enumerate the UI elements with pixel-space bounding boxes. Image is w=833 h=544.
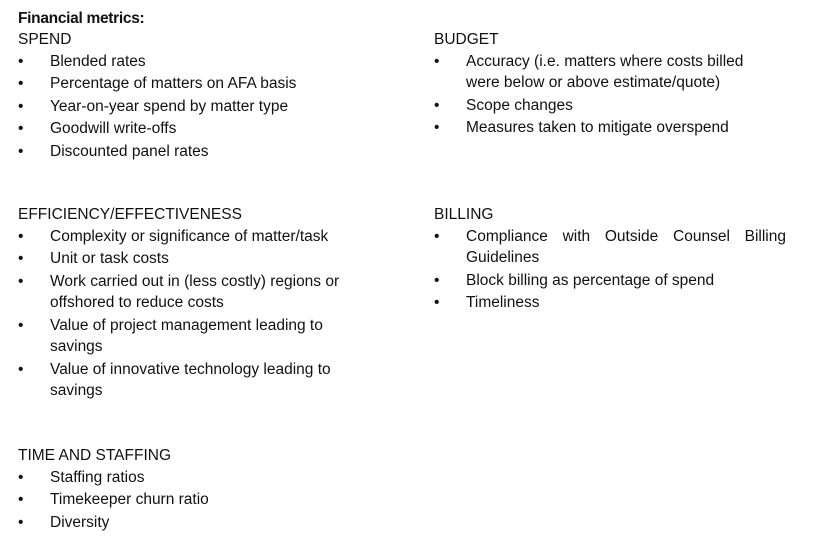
bullet-icon: • xyxy=(434,271,440,289)
list-item xyxy=(18,512,378,534)
list-item xyxy=(434,292,786,314)
section-title-efficiency: EFFICIENCY/EFFECTIVENESS xyxy=(18,206,242,223)
bullet-icon: • xyxy=(18,142,24,160)
list-item xyxy=(18,141,378,163)
section-spend xyxy=(18,29,378,163)
list-item xyxy=(18,359,363,402)
list-efficiency xyxy=(18,226,363,402)
list-item-text: Scope changes xyxy=(466,96,573,114)
list-item-text: Compliance with Outside Counsel Billing Guidelines xyxy=(466,227,786,266)
list-item xyxy=(18,271,363,314)
list-billing xyxy=(434,226,786,314)
section-billing xyxy=(434,204,786,315)
bullet-icon: • xyxy=(18,52,24,70)
list-item xyxy=(18,51,378,73)
list-item xyxy=(434,117,764,139)
section-time-staffing xyxy=(18,445,378,534)
bullet-icon: • xyxy=(18,468,24,486)
list-budget xyxy=(434,51,764,139)
section-title-billing: BILLING xyxy=(434,206,494,223)
bullet-icon: • xyxy=(18,272,24,290)
bullet-icon: • xyxy=(18,120,24,137)
bullet-icon: • xyxy=(18,227,24,245)
bullet-icon: • xyxy=(18,316,24,334)
bullet-icon: • xyxy=(18,360,24,378)
list-item-text: Unit or task costs xyxy=(50,250,169,267)
list-item-text: Work carried out in (less costly) regions or offshored to reduce costs xyxy=(50,272,340,311)
list-item-text: Diversity xyxy=(50,513,110,531)
bullet-icon: • xyxy=(18,250,24,267)
list-item-text: Accuracy (i.e. matters where costs billed were below or above estimate/quote) xyxy=(466,52,744,91)
bullet-icon: • xyxy=(18,491,24,508)
list-item-text: Value of innovative technology leading to savings xyxy=(50,360,331,399)
list-item-text: Timeliness xyxy=(466,294,540,311)
bullet-icon: • xyxy=(434,119,440,136)
list-item-text: Staffing ratios xyxy=(50,468,145,486)
list-item-text: Year-on-year spend by matter type xyxy=(50,97,289,115)
list-item-text: Value of project management leading to savings xyxy=(50,316,323,355)
list-item-text: Blended rates xyxy=(50,52,146,70)
list-item xyxy=(434,226,786,269)
section-budget xyxy=(434,29,764,140)
list-item xyxy=(18,226,363,248)
list-item-text: Percentage of matters on AFA basis xyxy=(50,75,297,92)
section-title-spend: SPEND xyxy=(18,31,72,48)
list-item xyxy=(18,96,378,118)
list-spend xyxy=(18,51,378,163)
list-item xyxy=(434,270,786,292)
bullet-icon: • xyxy=(434,52,440,70)
list-time-staffing xyxy=(18,467,378,534)
list-item xyxy=(434,51,764,94)
list-item xyxy=(434,95,764,117)
bullet-icon: • xyxy=(18,75,24,92)
bullet-icon: • xyxy=(434,227,440,245)
bullet-icon: • xyxy=(18,97,24,115)
page-heading: Financial metrics: xyxy=(18,10,145,27)
list-item-text: Timekeeper churn ratio xyxy=(50,491,209,508)
list-item-text: Measures taken to mitigate overspend xyxy=(466,119,729,136)
list-item xyxy=(18,315,363,358)
bullet-icon: • xyxy=(434,294,440,311)
section-title-budget: BUDGET xyxy=(434,31,499,48)
bullet-icon: • xyxy=(434,96,440,114)
list-item xyxy=(18,73,378,95)
list-item xyxy=(18,118,378,140)
list-item xyxy=(18,467,378,489)
section-title-time-staffing: TIME AND STAFFING xyxy=(18,447,171,464)
list-item xyxy=(18,489,378,511)
list-item-text: Block billing as percentage of spend xyxy=(466,271,715,289)
list-item-text: Complexity or significance of matter/task xyxy=(50,227,329,245)
section-efficiency xyxy=(18,204,363,403)
list-item-text: Discounted panel rates xyxy=(50,142,209,160)
list-item xyxy=(18,248,363,270)
bullet-icon: • xyxy=(18,513,24,531)
list-item-text: Goodwill write-offs xyxy=(50,120,177,137)
